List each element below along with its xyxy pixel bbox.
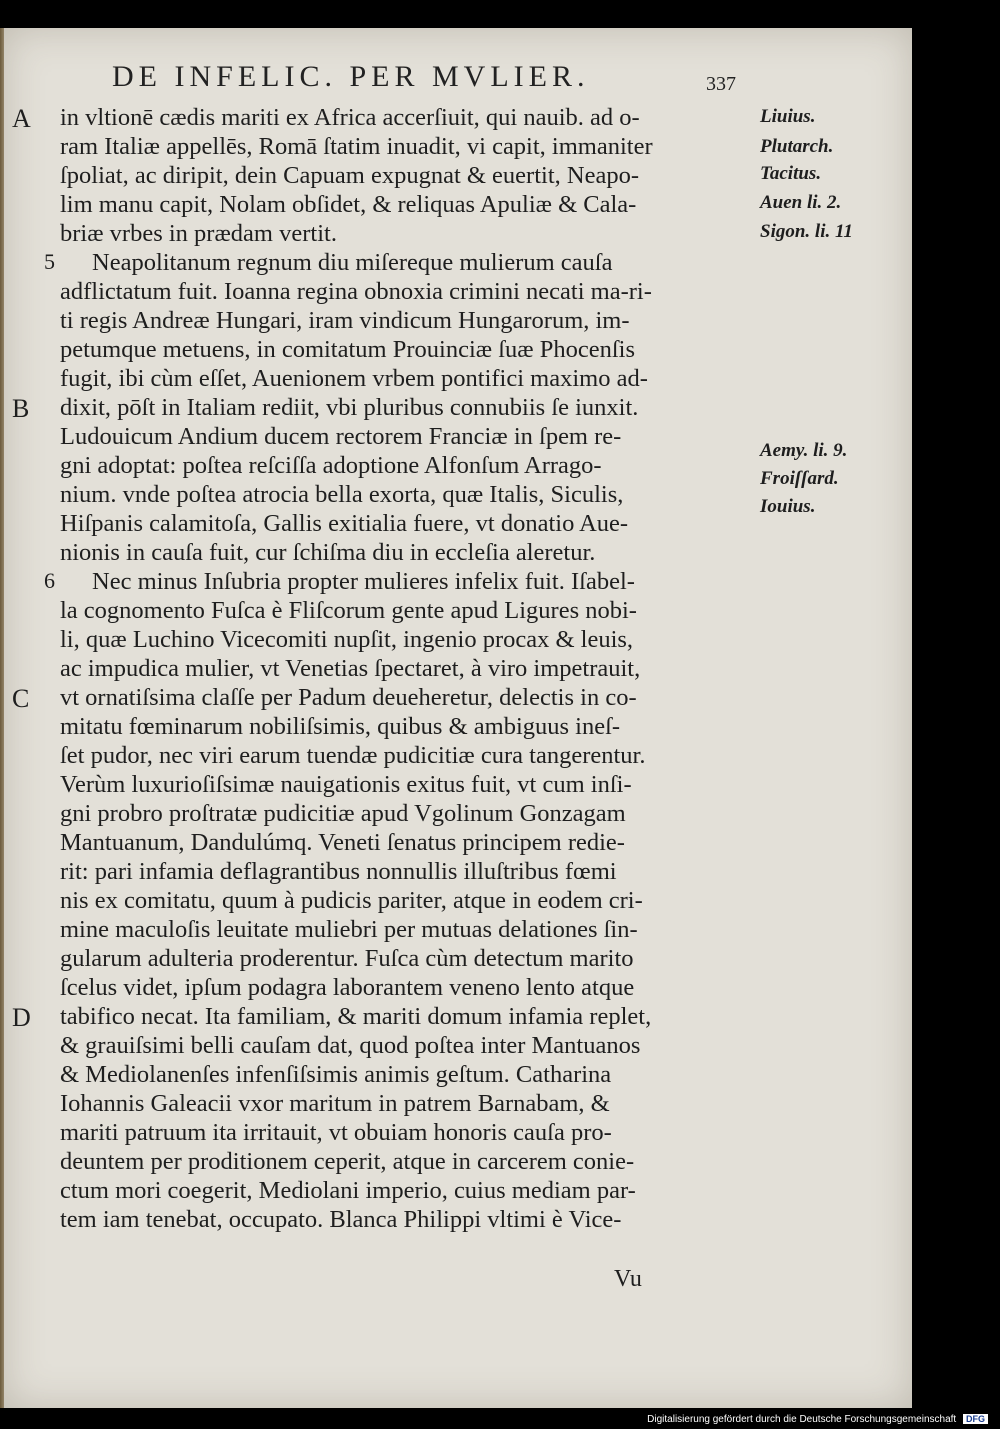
text-line: fugit, ibi cùm eſſet, Auenionem vrbem pontifici maximo ad- bbox=[60, 365, 648, 392]
text-line: lim manu capit, Nolam obſidet, & reliquas Apuliæ & Cala- bbox=[60, 191, 637, 218]
marginal-note: Plutarch. bbox=[760, 136, 834, 157]
text-line: tem iam tenebat, occupato. Blanca Philippi vltimi è Vice- bbox=[60, 1206, 622, 1233]
text-line: gularum adulteria proderentur. Fuſca cùm detectum marito bbox=[60, 945, 634, 972]
text-line: adflictatum fuit. Ioanna regina obnoxia crimini necati ma-ri- bbox=[60, 278, 652, 305]
text-line: & grauiſsimi belli cauſam dat, quod poſtea inter Mantuanos bbox=[60, 1032, 641, 1059]
text-line: ram Italiæ appellēs, Romā ſtatim inuadit, vi capit, immaniter bbox=[60, 133, 653, 160]
text-line: vt ornatiſsima claſſe per Padum deueheretur, delectis in co- bbox=[60, 684, 637, 711]
text-line: dixit, pōſt in Italiam rediit, vbi pluribus connubiis ſe iunxit. bbox=[60, 394, 639, 421]
marginal-note: Sigon. li. 11 bbox=[760, 221, 853, 242]
text-line: in vltionē cædis mariti ex Africa accerſiuit, qui nauib. ad o- bbox=[60, 104, 640, 131]
text-line: rit: pari infamia deflagrantibus nonnullis illuſtribus fœmi bbox=[60, 858, 617, 885]
marginal-note: Tacitus. bbox=[760, 163, 822, 184]
text-line: Ludouicum Andium ducem rectorem Franciæ in ſpem re- bbox=[60, 423, 622, 450]
text-line: nionis in cauſa fuit, cur ſchiſma diu in eccleſia aleretur. bbox=[60, 539, 596, 566]
text-line: ac impudica mulier, vt Venetias ſpectaret, à viro impetrauit, bbox=[60, 655, 641, 682]
text-line: Nec minus Inſubria propter mulieres infelix fuit. Iſabel- bbox=[92, 568, 635, 595]
marginal-note: Froiſſard. bbox=[760, 468, 839, 489]
running-head: DE INFELIC. PER MVLIER. bbox=[112, 60, 590, 93]
text-line: & Mediolanenſes infenſiſsimis animis geſtum. Catharina bbox=[60, 1061, 612, 1088]
text-line: gni probro proſtratæ pudicitiæ apud Vgolinum Gonzagam bbox=[60, 800, 626, 827]
footer-text: Digitalisierung gefördert durch die Deutsche Forschungsgemeinschaft bbox=[647, 1414, 957, 1425]
text-line: Hiſpanis calamitoſa, Gallis exitialia fuere, vt donatio Aue- bbox=[60, 510, 629, 537]
section-marker: D bbox=[12, 1003, 31, 1032]
catchword: Vu bbox=[614, 1266, 642, 1292]
text-line: la cognomento Fuſca è Fliſcorum gente apud Ligures nobi- bbox=[60, 597, 637, 624]
text-line: Neapolitanum regnum diu miſereque mulierum cauſa bbox=[92, 249, 613, 276]
text-line: Iohannis Galeacii vxor maritum in patrem Barnabam, & bbox=[60, 1090, 610, 1117]
paragraph-number: 5 bbox=[44, 249, 55, 274]
text-line: li, quæ Luchino Vicecomiti nupſit, ingenio procax & leuis, bbox=[60, 626, 634, 653]
text-line: ſpoliat, ac diripit, dein Capuam expugnat & euertit, Neapo- bbox=[60, 162, 639, 189]
marginal-note: Aemy. li. 9. bbox=[760, 440, 848, 461]
text-line: ti regis Andreæ Hungari, iram vindicum Hungarorum, im- bbox=[60, 307, 630, 334]
text-line: deuntem per proditionem ceperit, atque in carcerem conie- bbox=[60, 1148, 635, 1175]
text-line: ctum mori coegerit, Mediolani imperio, cuius mediam par- bbox=[60, 1177, 636, 1204]
section-marker: A bbox=[12, 104, 31, 133]
digitization-footer bbox=[647, 1414, 988, 1425]
text-line: gni adoptat: poſtea reſciſſa adoptione Alfonſum Arrago- bbox=[60, 452, 602, 479]
text-line: nium. vnde poſtea atrocia bella exorta, quæ Italis, Siculis, bbox=[60, 481, 624, 508]
text-line: mitatu fœminarum nobiliſsimis, quibus & ambiguus ineſ- bbox=[60, 713, 621, 740]
paragraph-number: 6 bbox=[44, 568, 55, 593]
marginal-note: Auen li. 2. bbox=[760, 192, 842, 213]
text-line: petumque metuens, in comitatum Prouinciæ ſuæ Phocenſis bbox=[60, 336, 636, 363]
marginal-note: Liuius. bbox=[760, 106, 816, 127]
section-marker: C bbox=[12, 684, 30, 713]
section-marker: B bbox=[12, 394, 30, 423]
dfg-logo: DFG bbox=[963, 1414, 988, 1424]
text-line: mine maculoſis leuitate muliebri per mutuas delationes ſin- bbox=[60, 916, 638, 943]
marginal-note: Iouius. bbox=[760, 496, 816, 517]
text-line: Verùm luxurioſiſsimæ nauigationis exitus fuit, vt cum inſi- bbox=[60, 771, 632, 798]
text-line: briæ vrbes in prædam vertit. bbox=[60, 220, 337, 247]
text-line: mariti patruum ita irritauit, vt obuiam honoris cauſa pro- bbox=[60, 1119, 612, 1146]
text-line: Mantuanum, Dandulúmq. Veneti ſenatus principem redie- bbox=[60, 829, 625, 856]
text-line: tabifico necat. Ita familiam, & mariti domum infamia replet, bbox=[60, 1003, 652, 1030]
text-line: ſcelus videt, ipſum podagra laborantem veneno lento atque bbox=[60, 974, 635, 1001]
text-line: nis ex comitatu, quum à pudicis pariter, atque in eodem cri- bbox=[60, 887, 643, 914]
page-number: 337 bbox=[706, 73, 736, 95]
text-line: ſet pudor, nec viri earum tuendæ pudicitiæ cura tangerentur. bbox=[60, 742, 646, 769]
